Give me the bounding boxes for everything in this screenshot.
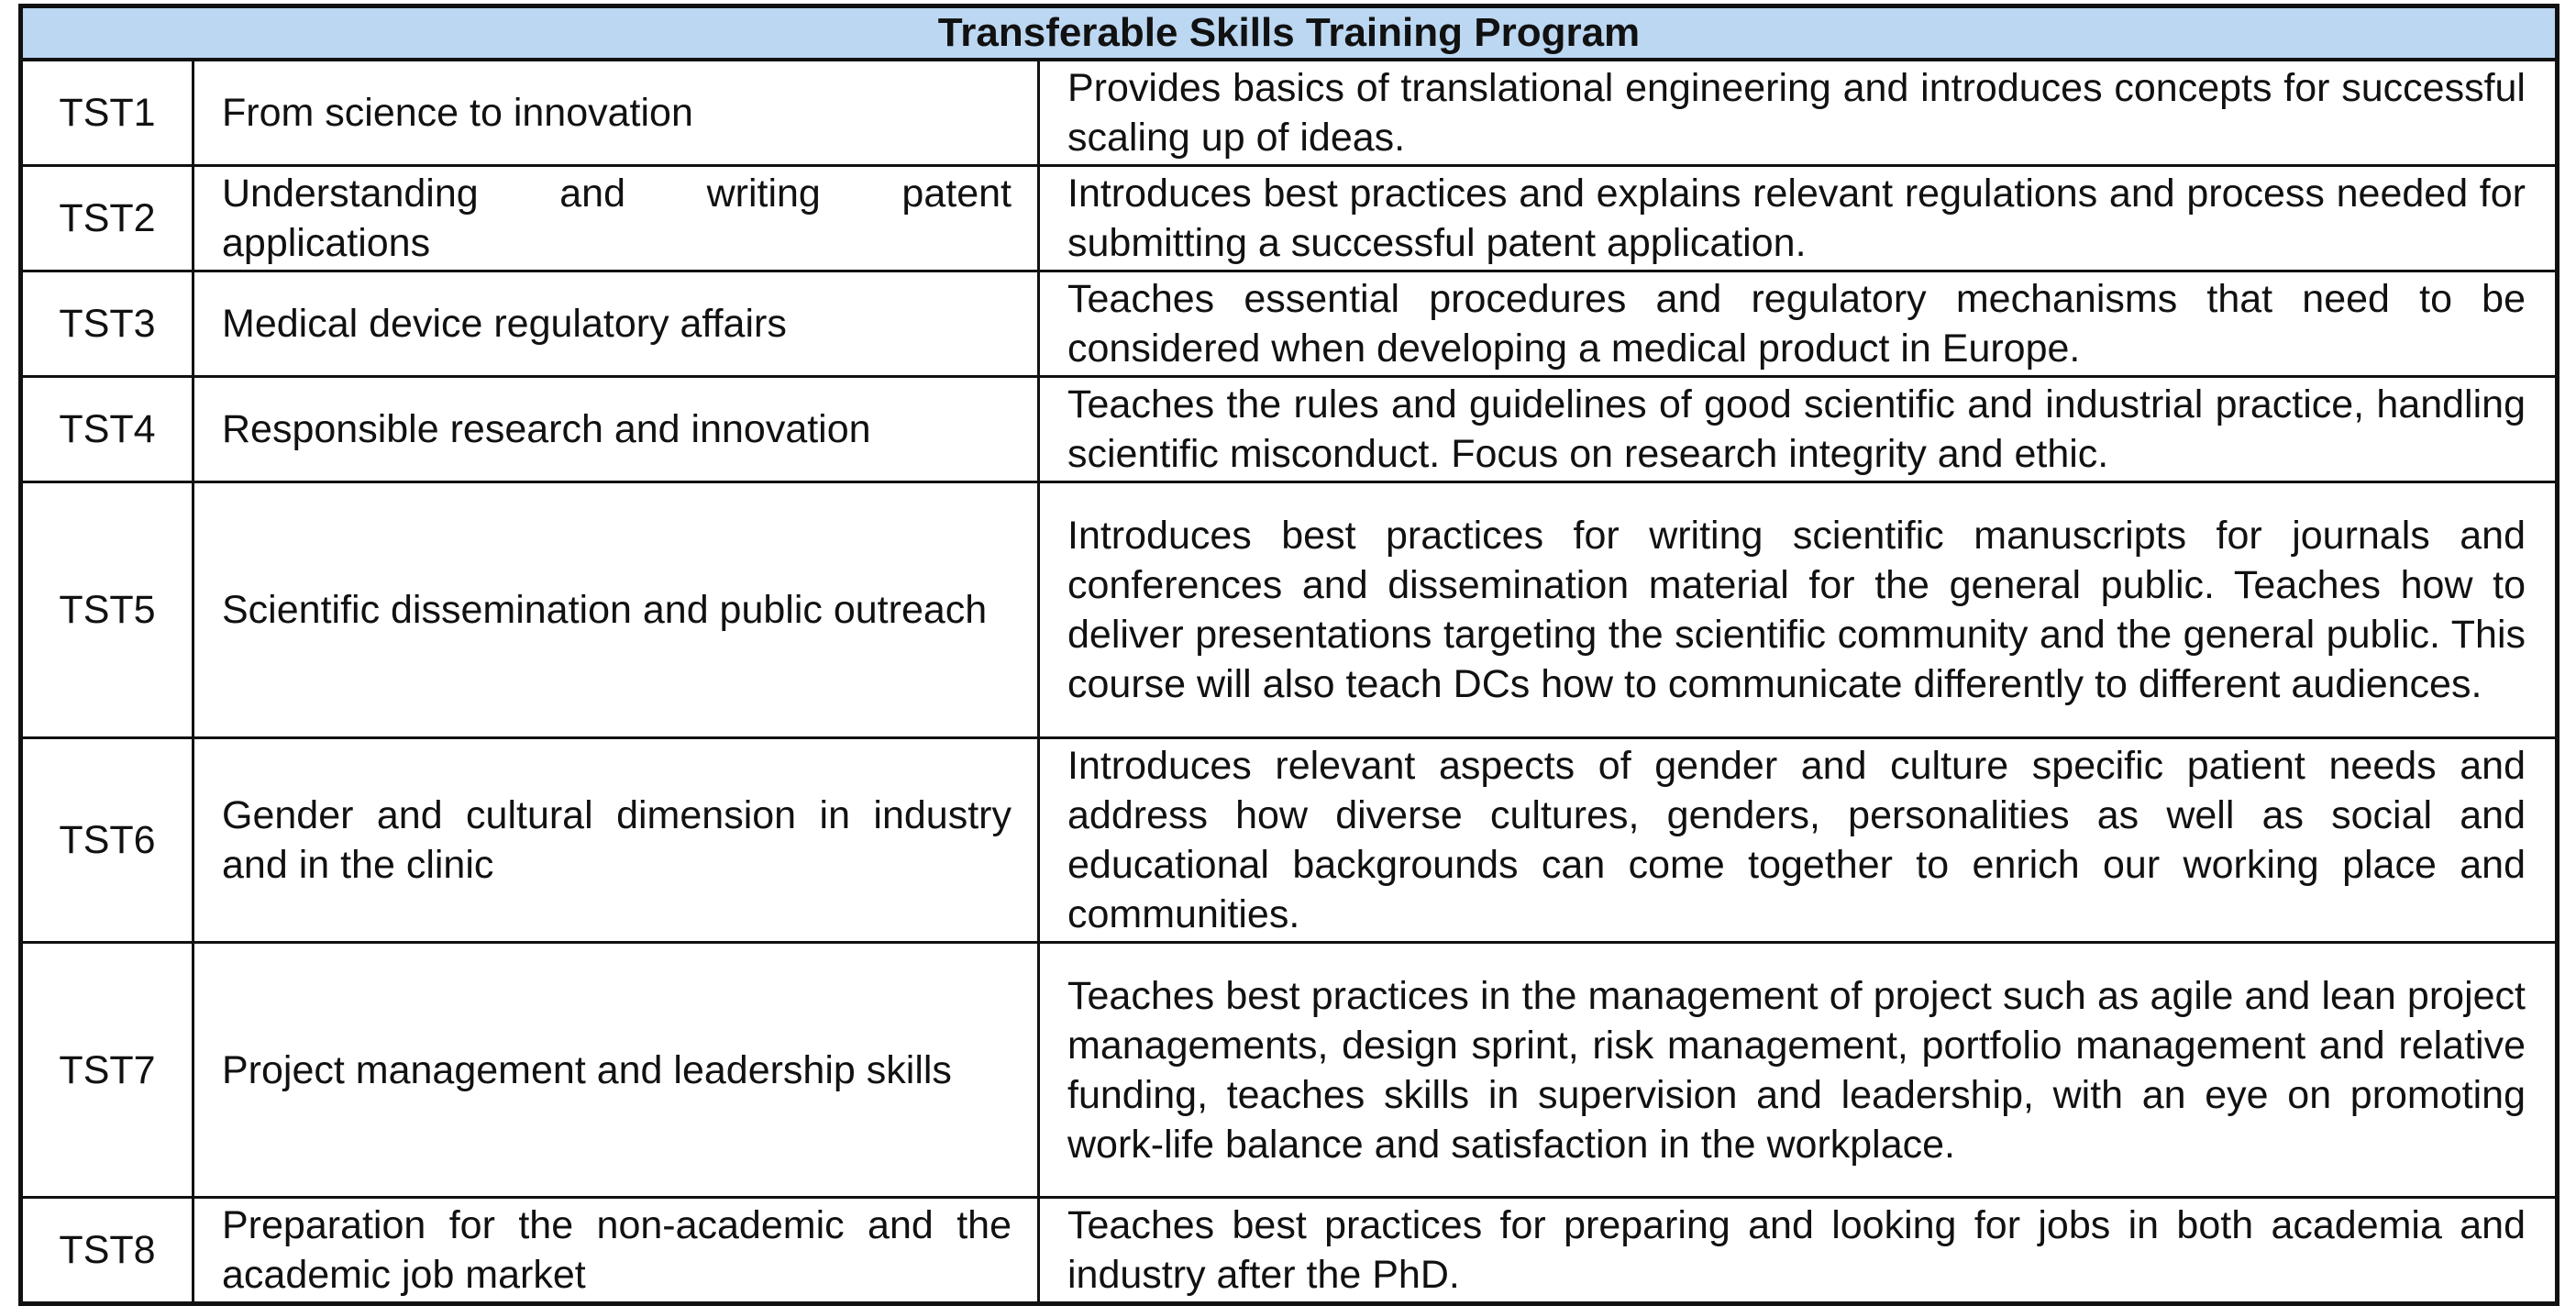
table-row <box>21 60 2558 166</box>
table-row <box>21 738 2558 943</box>
course-name: Project management and leadership skills <box>193 943 1039 1198</box>
course-name: Understanding and writing patent applications <box>193 166 1039 271</box>
course-code: TST5 <box>21 482 193 738</box>
table-row <box>21 1198 2558 1304</box>
skills-training-table <box>18 4 2559 1306</box>
table-row <box>21 166 2558 271</box>
course-name: Preparation for the non-academic and the academic job market <box>193 1198 1039 1304</box>
table-row <box>21 377 2558 482</box>
table-row <box>21 271 2558 377</box>
course-description: Teaches essential procedures and regulatory mechanisms that need to be considered when developing a medical product in Europe. <box>1039 271 2558 377</box>
course-code: TST3 <box>21 271 193 377</box>
course-code: TST6 <box>21 738 193 943</box>
course-description: Introduces best practices for writing scientific manuscripts for journals and conferences and dissemination material for the general public. Teaches how to deliver presentations targeting the scientific community and the general public. This course will also teach DCs how to communicate differently to different audiences. <box>1039 482 2558 738</box>
table-header-row <box>21 6 2558 61</box>
course-code: TST1 <box>21 60 193 166</box>
course-name: From science to innovation <box>193 60 1039 166</box>
course-name: Gender and cultural dimension in industry and in the clinic <box>193 738 1039 943</box>
table-row <box>21 943 2558 1198</box>
course-name: Scientific dissemination and public outreach <box>193 482 1039 738</box>
table-title: Transferable Skills Training Program <box>21 6 2558 61</box>
course-name: Responsible research and innovation <box>193 377 1039 482</box>
table-row <box>21 482 2558 738</box>
course-code: TST7 <box>21 943 193 1198</box>
course-name: Medical device regulatory affairs <box>193 271 1039 377</box>
course-description: Introduces best practices and explains relevant regulations and process needed for submitting a successful patent application. <box>1039 166 2558 271</box>
course-description: Teaches the rules and guidelines of good scientific and industrial practice, handling scientific misconduct. Focus on research integrity and ethic. <box>1039 377 2558 482</box>
course-code: TST2 <box>21 166 193 271</box>
course-code: TST8 <box>21 1198 193 1304</box>
course-description: Provides basics of translational engineering and introduces concepts for successful scaling up of ideas. <box>1039 60 2558 166</box>
course-description: Teaches best practices for preparing and looking for jobs in both academia and industry after the PhD. <box>1039 1198 2558 1304</box>
course-description: Teaches best practices in the management of project such as agile and lean project managements, design sprint, risk management, portfolio management and relative funding, teaches skills in supervision and leadership, with an eye on promoting work-life balance and satisfaction in the workplace. <box>1039 943 2558 1198</box>
course-code: TST4 <box>21 377 193 482</box>
course-description: Introduces relevant aspects of gender and culture specific patient needs and address how diverse cultures, genders, personalities as well as social and educational backgrounds can come together to enrich our working place and communities. <box>1039 738 2558 943</box>
